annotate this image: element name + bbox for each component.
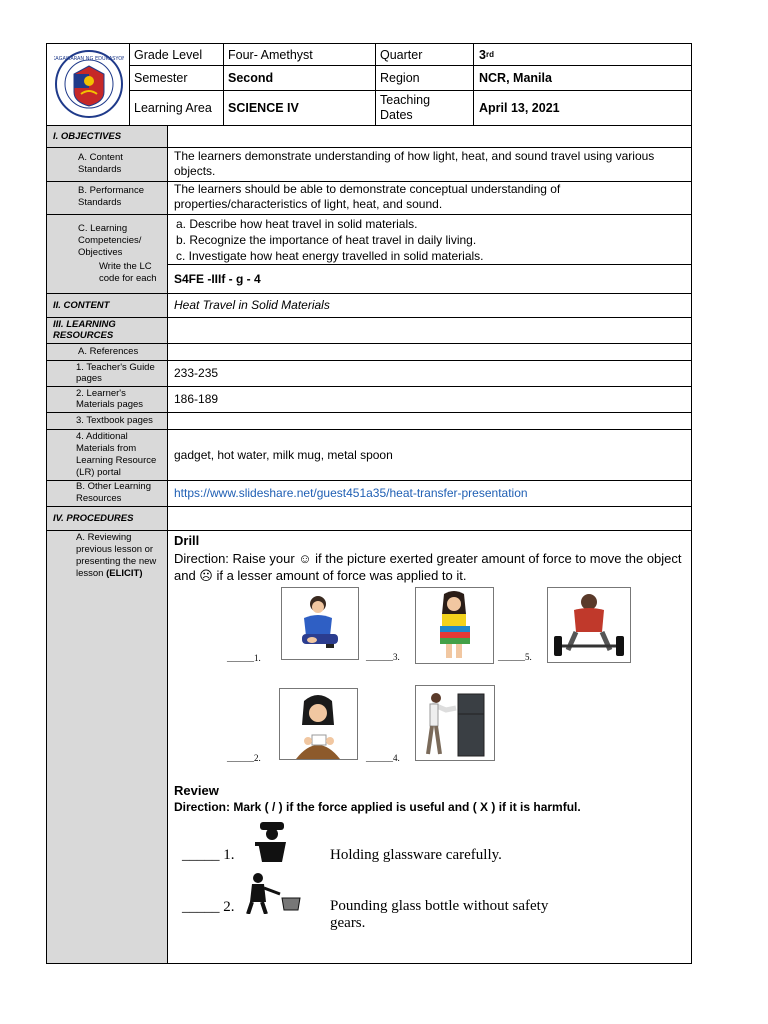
review-item-1-blank: _____ 1. [182, 847, 235, 863]
references-label: A. References [78, 346, 139, 357]
performance-standards-text: The learners should be able to demonstrate conceptual understanding of properties/characteristics of light, heat, and sound. [174, 182, 561, 211]
grid-line [129, 43, 130, 125]
review-item-2-blank: _____ 2. [182, 899, 235, 915]
content-value: Heat Travel in Solid Materials [174, 298, 330, 312]
other-resources-label: B. Other Learning Resources [76, 481, 151, 504]
svg-text:KAGAWARAN NG EDUKASYON: KAGAWARAN NG EDUKASYON [54, 56, 124, 62]
review-direction: Direction: Mark ( / ) if the force applied is useful and ( X ) if it is harmful. [174, 800, 581, 814]
weightlifter-icon [548, 588, 630, 662]
grid-line [46, 343, 692, 344]
content-standards-text: The learners demonstrate understanding of how light, heat, and sound travel using various objects. [174, 149, 655, 178]
grid-line [46, 147, 692, 148]
reviewing-label-text: A. Reviewing previous lesson or presenting the new lesson [76, 532, 157, 579]
teaching-dates-label: Teaching Dates [380, 93, 431, 122]
drill-picture-4 [415, 685, 495, 761]
teachers-guide-label: 1. Teacher's Guide pages [76, 362, 155, 384]
performance-standards-label: B. Performance Standards [78, 185, 144, 208]
additional-materials-value: gadget, hot water, milk mug, metal spoon [174, 448, 393, 462]
objectives-title: I. OBJECTIVES [53, 131, 122, 142]
drill-title: Drill [174, 533, 200, 548]
grid-line [46, 214, 692, 215]
drill-picture-2 [279, 688, 358, 760]
learning-area-value: SCIENCE IV [228, 101, 299, 115]
quarter-value [479, 44, 494, 65]
content-title: II. CONTENT [53, 300, 110, 311]
review-title: Review [174, 783, 219, 798]
region-label: Region [380, 71, 420, 85]
seal-icon [54, 48, 124, 120]
competency-item: b. Recognize the importance of heat travel in daily living. [176, 233, 477, 247]
drill-item-2: ______2. [227, 753, 261, 763]
lc-code-value: S4FE -IIIf - g - 4 [174, 272, 261, 286]
grid-line [46, 429, 692, 430]
teaching-dates-value: April 13, 2021 [479, 101, 560, 115]
drill-direction: Direction: Raise your ☺ if the picture exerted greater amount of force to move the object and ☹ if a lesser amount of force was applied to it. [174, 551, 682, 583]
review-item-1-text: Holding glassware carefully. [330, 847, 502, 863]
quarter-label: Quarter [380, 47, 423, 62]
reviewing-tag: (ELICIT) [106, 568, 143, 579]
quarter-suffix: rd [485, 50, 494, 59]
grid-line [223, 43, 224, 125]
drill-item-3: ______3. [366, 652, 400, 662]
drill-item-5: ______5. [498, 652, 532, 662]
drill-item-1: ______1. [227, 653, 261, 663]
review-item-1-picture [252, 820, 292, 862]
resources-title: III. LEARNING RESOURCES [53, 319, 116, 341]
semester-label: Semester [134, 71, 188, 85]
grid-line [46, 530, 692, 531]
reviewing-label [76, 532, 162, 580]
region-value: NCR, Manila [479, 71, 552, 85]
grid-line [167, 125, 168, 964]
woman-carrying-books-icon [416, 588, 493, 663]
grid-line [46, 386, 692, 387]
teachers-guide-value: 233-235 [174, 366, 219, 380]
content-standards-label: A. Content Standards [78, 152, 123, 175]
semester-value: Second [228, 71, 274, 85]
man-pushing-refrigerator-icon [416, 686, 494, 760]
person-pounding-bottle-icon [246, 872, 304, 914]
grid-line [473, 43, 474, 125]
person-squatting-icon [282, 588, 358, 659]
woman-folding-paper-icon [280, 689, 357, 759]
grid-line [46, 317, 692, 318]
grid-line [46, 412, 692, 413]
grid-line [167, 264, 692, 265]
learners-materials-label: 2. Learner's Materials pages [76, 388, 144, 410]
grade-level-value: Four- Amethyst [228, 47, 313, 62]
grid-line [46, 293, 692, 294]
drill-picture-3 [415, 587, 494, 664]
procedures-title: IV. PROCEDURES [53, 513, 134, 524]
additional-materials-label: 4. Additional Materials from Learning Resource (LR) portal [76, 431, 157, 478]
drill-item-4: ______4. [366, 753, 400, 763]
grid-line [46, 360, 692, 361]
learners-materials-value: 186-189 [174, 392, 219, 406]
textbook-label: 3. Textbook pages [76, 415, 153, 426]
grid-line [46, 506, 692, 507]
grade-level-label: Grade Level [134, 47, 203, 62]
review-item-2-text: Pounding glass bottle without safety gears. [330, 898, 549, 931]
competency-item: c. Investigate how heat energy travelled in solid materials. [176, 249, 484, 263]
quarter-number: 3 [479, 47, 486, 62]
person-holding-glass-icon [252, 820, 292, 862]
competencies-list [176, 216, 681, 264]
drill-picture-5 [547, 587, 631, 663]
competencies-label: C. Learning Competencies/ Objectives [78, 223, 142, 258]
grid-line [375, 43, 376, 125]
label-cell-shade [47, 531, 167, 963]
learning-area-label: Learning Area [134, 101, 212, 115]
other-resources-link[interactable]: https://www.slideshare.net/guest451a35/heat-transfer-presentation [174, 486, 528, 500]
lc-code-label: Write the LC code for each [99, 261, 157, 284]
review-item-2-picture [246, 872, 304, 914]
competency-item: a. Describe how heat travel in solid materials. [176, 217, 418, 231]
deped-seal [54, 48, 124, 120]
drill-picture-1 [281, 587, 359, 660]
